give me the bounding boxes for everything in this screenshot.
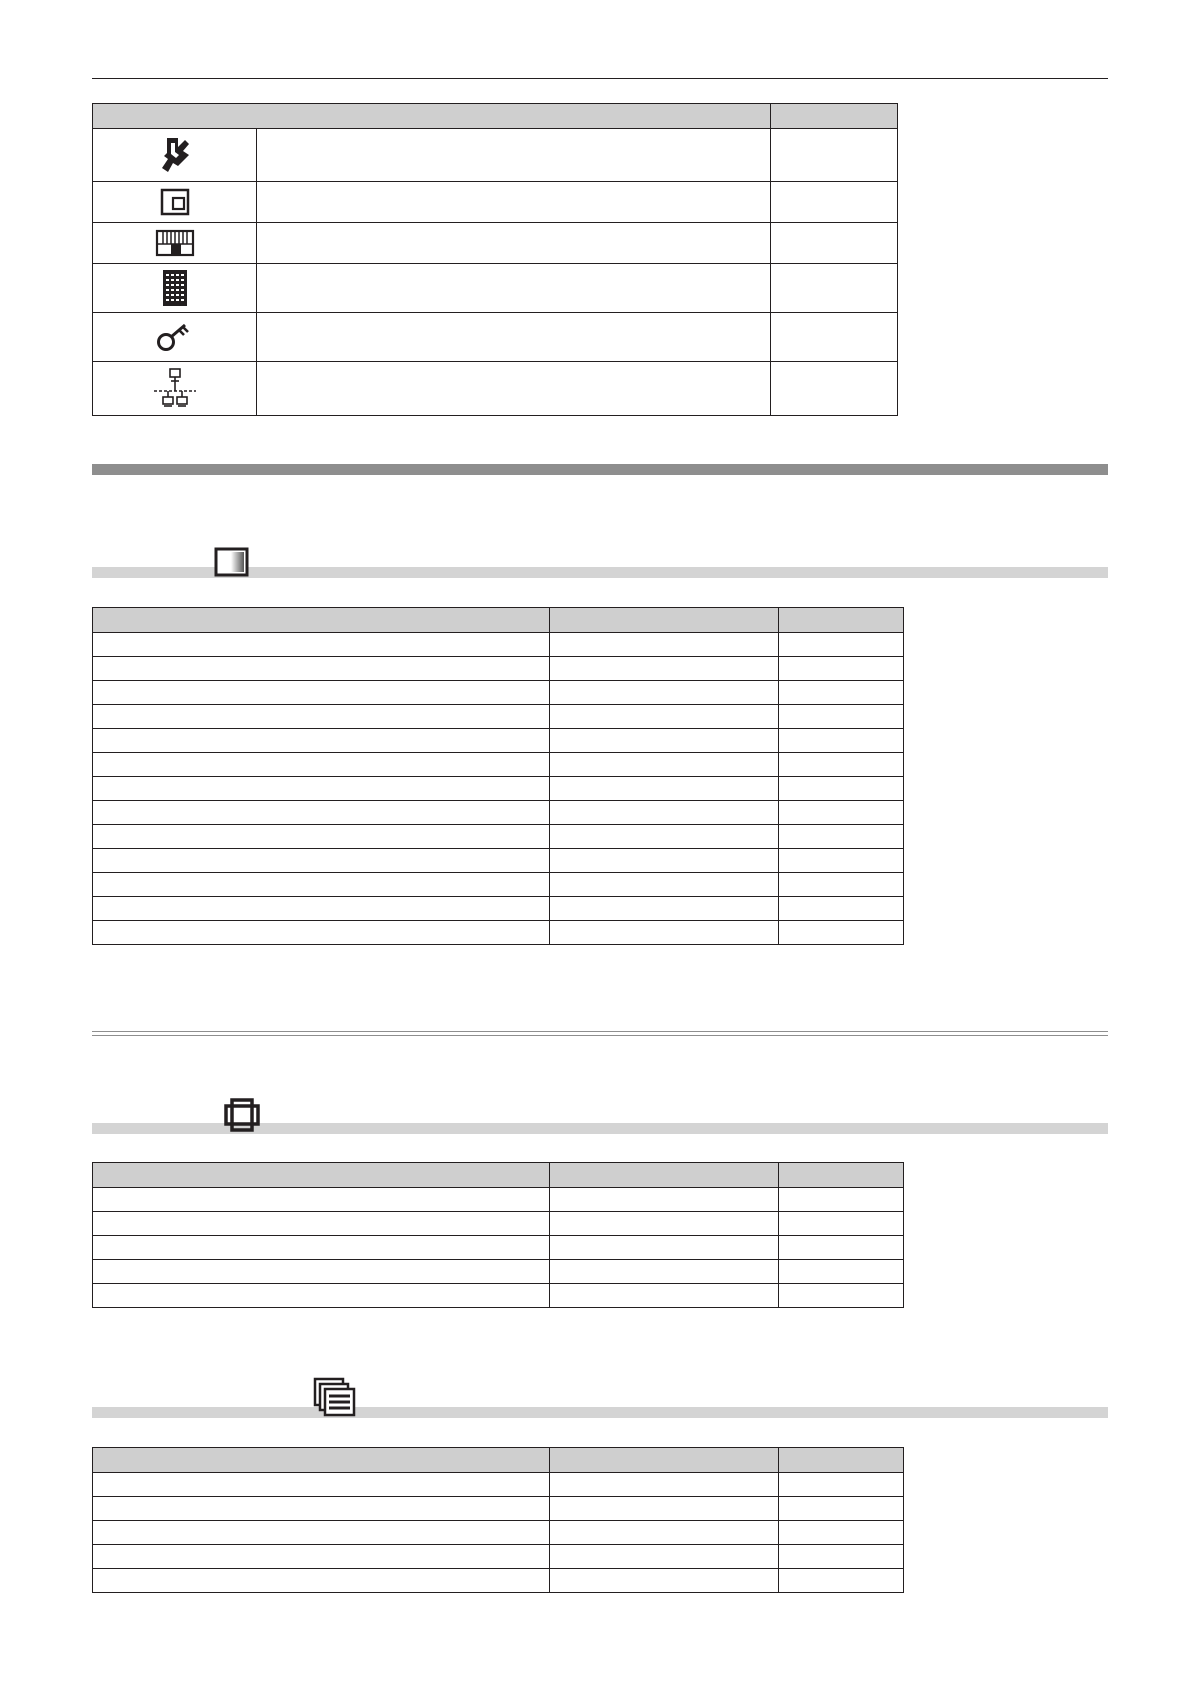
header-item — [93, 1448, 550, 1473]
page-cell — [779, 657, 904, 681]
section-bar — [92, 464, 1108, 475]
table-row — [93, 825, 904, 849]
icon-row-page — [771, 264, 898, 313]
page-cell — [779, 777, 904, 801]
setting-cell — [550, 1212, 779, 1236]
icon-row-page — [771, 223, 898, 264]
key-icon — [155, 321, 195, 353]
item-cell — [93, 1569, 550, 1593]
setting-cell — [550, 705, 779, 729]
setting-cell — [550, 777, 779, 801]
setting-cell — [550, 1497, 779, 1521]
table-row — [93, 1473, 904, 1497]
icon-row-description — [257, 129, 771, 182]
icon-row-page — [771, 182, 898, 223]
icon-table-header-description — [93, 104, 771, 129]
table-row — [93, 362, 898, 416]
table-row — [93, 681, 904, 705]
table-row — [93, 849, 904, 873]
item-cell — [93, 681, 550, 705]
icon-row-description — [257, 182, 771, 223]
item-cell — [93, 777, 550, 801]
item-cell — [93, 633, 550, 657]
setting-cell — [550, 657, 779, 681]
item-cell — [93, 1497, 550, 1521]
item-cell — [93, 1260, 550, 1284]
item-cell — [93, 921, 550, 945]
table-row — [93, 873, 904, 897]
page-cell — [779, 1521, 904, 1545]
table-row — [93, 1545, 904, 1569]
setting-cell — [550, 1521, 779, 1545]
stacked-list-icon — [313, 1377, 359, 1417]
item-cell — [93, 1236, 550, 1260]
setting-cell — [550, 1236, 779, 1260]
table-row — [93, 1236, 904, 1260]
table-row — [93, 1212, 904, 1236]
header-setting — [550, 1448, 779, 1473]
icon-row-page — [771, 129, 898, 182]
item-cell — [93, 825, 550, 849]
position-frame-icon — [223, 1097, 261, 1133]
setting-cell — [550, 1284, 779, 1308]
table-row — [93, 705, 904, 729]
table-row — [93, 1188, 904, 1212]
icon-table-header-row — [93, 104, 898, 129]
table-row — [93, 657, 904, 681]
page-cell — [779, 1212, 904, 1236]
table-row — [93, 897, 904, 921]
page-cell — [779, 1236, 904, 1260]
page-cell — [779, 897, 904, 921]
settings-table-1 — [92, 607, 904, 945]
menu-icon-table — [92, 103, 898, 416]
page-cell — [779, 1497, 904, 1521]
item-cell — [93, 801, 550, 825]
page-cell — [779, 1473, 904, 1497]
page-cell — [779, 801, 904, 825]
item-cell — [93, 705, 550, 729]
settings-table-2 — [92, 1162, 904, 1308]
icon-row-description — [257, 313, 771, 362]
icon-table-header-page — [771, 104, 898, 129]
table-row — [93, 633, 904, 657]
table-row — [93, 182, 898, 223]
icon-row-description — [257, 362, 771, 416]
icon-row-page — [771, 362, 898, 416]
page-cell — [779, 729, 904, 753]
icon-row-page — [771, 313, 898, 362]
item-cell — [93, 1545, 550, 1569]
setting-cell — [550, 1473, 779, 1497]
table-row — [93, 729, 904, 753]
table-header-row — [93, 1163, 904, 1188]
item-cell — [93, 873, 550, 897]
setting-cell — [550, 801, 779, 825]
setting-cell — [550, 729, 779, 753]
page-top-rule — [92, 78, 1108, 79]
wrench-setup-icon — [158, 135, 192, 175]
section-double-rule — [92, 1031, 1108, 1036]
setting-cell — [550, 1569, 779, 1593]
picture-in-picture-icon — [160, 188, 190, 216]
icon-row-description — [257, 264, 771, 313]
table-row — [93, 777, 904, 801]
settings-table-3 — [92, 1447, 904, 1593]
page-cell — [779, 633, 904, 657]
item-cell — [93, 897, 550, 921]
header-page — [779, 1448, 904, 1473]
setting-cell — [550, 921, 779, 945]
item-cell — [93, 753, 550, 777]
table-row — [93, 1497, 904, 1521]
page-cell — [779, 921, 904, 945]
table-row — [93, 264, 898, 313]
page-cell — [779, 705, 904, 729]
item-cell — [93, 1188, 550, 1212]
setting-cell — [550, 1545, 779, 1569]
setting-cell — [550, 849, 779, 873]
page-cell — [779, 1284, 904, 1308]
item-cell — [93, 657, 550, 681]
item-cell — [93, 1212, 550, 1236]
input-layout-icon — [155, 229, 195, 257]
item-cell — [93, 1521, 550, 1545]
page-cell — [779, 753, 904, 777]
header-setting — [550, 1163, 779, 1188]
page-cell — [779, 873, 904, 897]
table-row — [93, 223, 898, 264]
setting-cell — [550, 1260, 779, 1284]
table-row — [93, 1521, 904, 1545]
test-pattern-icon — [162, 269, 188, 307]
table-row — [93, 801, 904, 825]
table-row — [93, 1569, 904, 1593]
setting-cell — [550, 897, 779, 921]
table-header-row — [93, 608, 904, 633]
setting-cell — [550, 873, 779, 897]
header-item — [93, 1163, 550, 1188]
setting-cell — [550, 633, 779, 657]
item-cell — [93, 1473, 550, 1497]
setting-cell — [550, 1188, 779, 1212]
page-cell — [779, 825, 904, 849]
page-cell — [779, 1569, 904, 1593]
header-page — [779, 1163, 904, 1188]
page-cell — [779, 681, 904, 705]
table-row — [93, 921, 904, 945]
gradient-square-icon — [214, 547, 250, 577]
table-row — [93, 1284, 904, 1308]
header-setting — [550, 608, 779, 633]
network-icon — [152, 368, 198, 410]
page-cell — [779, 849, 904, 873]
table-header-row — [93, 1448, 904, 1473]
page-cell — [779, 1260, 904, 1284]
item-cell — [93, 849, 550, 873]
header-item — [93, 608, 550, 633]
setting-cell — [550, 753, 779, 777]
header-page — [779, 608, 904, 633]
item-cell — [93, 729, 550, 753]
page-cell — [779, 1545, 904, 1569]
setting-cell — [550, 825, 779, 849]
item-cell — [93, 1284, 550, 1308]
table-row — [93, 753, 904, 777]
subsection-bar — [92, 1407, 1108, 1418]
icon-row-description — [257, 223, 771, 264]
table-row — [93, 1260, 904, 1284]
page-cell — [779, 1188, 904, 1212]
table-row — [93, 313, 898, 362]
setting-cell — [550, 681, 779, 705]
table-row — [93, 129, 898, 182]
